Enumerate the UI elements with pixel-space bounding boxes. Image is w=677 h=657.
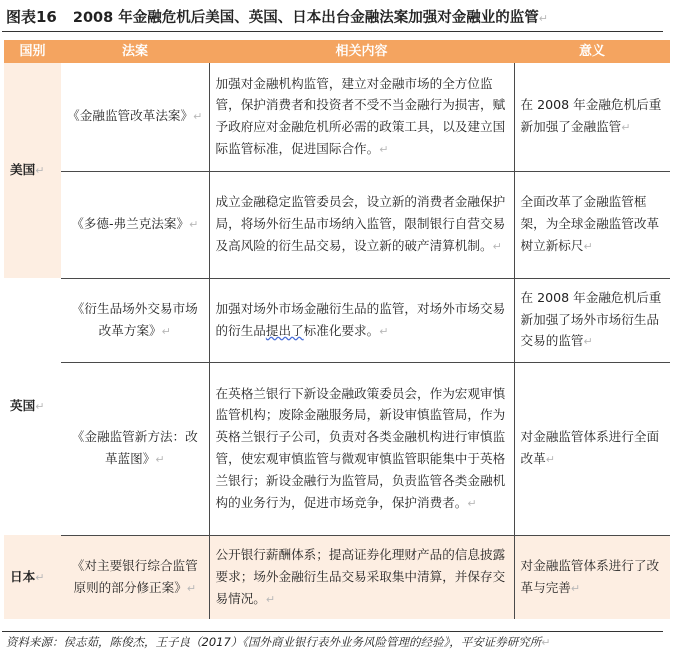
meaning-cell: 全面改革了金融监管框架，为全球金融监管改革树立新标尺↵ — [514, 171, 670, 278]
table-row — [4, 535, 670, 619]
law-cell: 《金融监管新方法：改革蓝图》↵ — [61, 362, 209, 535]
content-cell: 公开银行薪酬体系；提高证券化理财产品的信息披露要求；场外金融衍生品交易采取集中清算，并保存交易情况。↵ — [209, 535, 514, 619]
country-us: 美国↵ — [4, 63, 61, 278]
table-row — [4, 63, 670, 171]
table-header-row — [4, 40, 670, 63]
table-row — [4, 171, 670, 278]
meaning-cell: 在 2008 年金融危机后重新加强了场外市场衍生品交易的监管↵ — [514, 278, 670, 362]
country-uk: 英国↵ — [4, 278, 61, 535]
figure-title-bar — [2, 2, 663, 32]
table-row — [4, 362, 670, 535]
meaning-cell: 对金融监管体系进行全面改革↵ — [514, 362, 670, 535]
figure-number: 图表16 — [6, 8, 57, 26]
header-law: 法案 — [61, 40, 209, 63]
meaning-cell: 对金融监管体系进行了改革与完善↵ — [514, 535, 670, 619]
law-cell: 《衍生品场外交易市场改革方案》↵ — [61, 278, 209, 362]
figure-title: 2008 年金融危机后美国、英国、日本出台金融法案加强对金融业的监管↵ — [72, 10, 548, 26]
regulation-table — [4, 40, 670, 619]
content-cell: 加强对金融机构监管，建立对金融市场的全方位监管，保护消费者和投资者不受不当金融行为损害，赋予政府应对金融危机所必需的政策工具，以及建立国际监管标准，促进国际合作。↵ — [209, 63, 514, 171]
content-cell: 加强对场外市场金融衍生品的监管，对场外市场交易的衍生品提出了标准化要求。↵ — [209, 278, 514, 362]
wavy-underlined-text: 提出了 — [265, 322, 304, 338]
meaning-cell: 在 2008 年金融危机后重新加强了金融监管↵ — [520, 97, 662, 135]
law-cell: 《金融监管改革法案》↵ — [67, 108, 203, 124]
source-note: 资料来源：侯志茹，陈俊杰，王子良（2017）《国外商业银行表外业务风险管理的经验》，平安证券研究所↵ — [2, 631, 663, 653]
header-content: 相关内容 — [209, 40, 514, 63]
content-cell: 成立金融稳定监管委员会，设立新的消费者金融保护局，将场外衍生品市场纳入监管，限制银行自营交易及高风险的衍生品交易，设立新的破产清算机制。↵ — [209, 171, 514, 278]
header-meaning: 意义 — [514, 40, 670, 63]
content-cell: 在英格兰银行下新设金融政策委员会，作为宏观审慎监管机构；废除金融服务局，新设审慎监管局，作为英格兰银行子公司，负责对各类金融机构进行审慎监管，使宏观审慎监管与微观审慎监管职能集中于英格兰银行；新设金融行为监管局，负责监管各类金融机构的业务行为，促进市场竞争，保护消费者。↵ — [209, 362, 514, 535]
country-jp: 日本↵ — [4, 535, 61, 619]
law-cell: 《多德-弗兰克法案》↵ — [61, 171, 209, 278]
paragraph-mark: ↵ — [538, 12, 548, 25]
header-country: 国别 — [4, 40, 61, 63]
law-cell: 《对主要银行综合监管原则的部分修正案》↵ — [61, 535, 209, 619]
table-row — [4, 278, 670, 362]
